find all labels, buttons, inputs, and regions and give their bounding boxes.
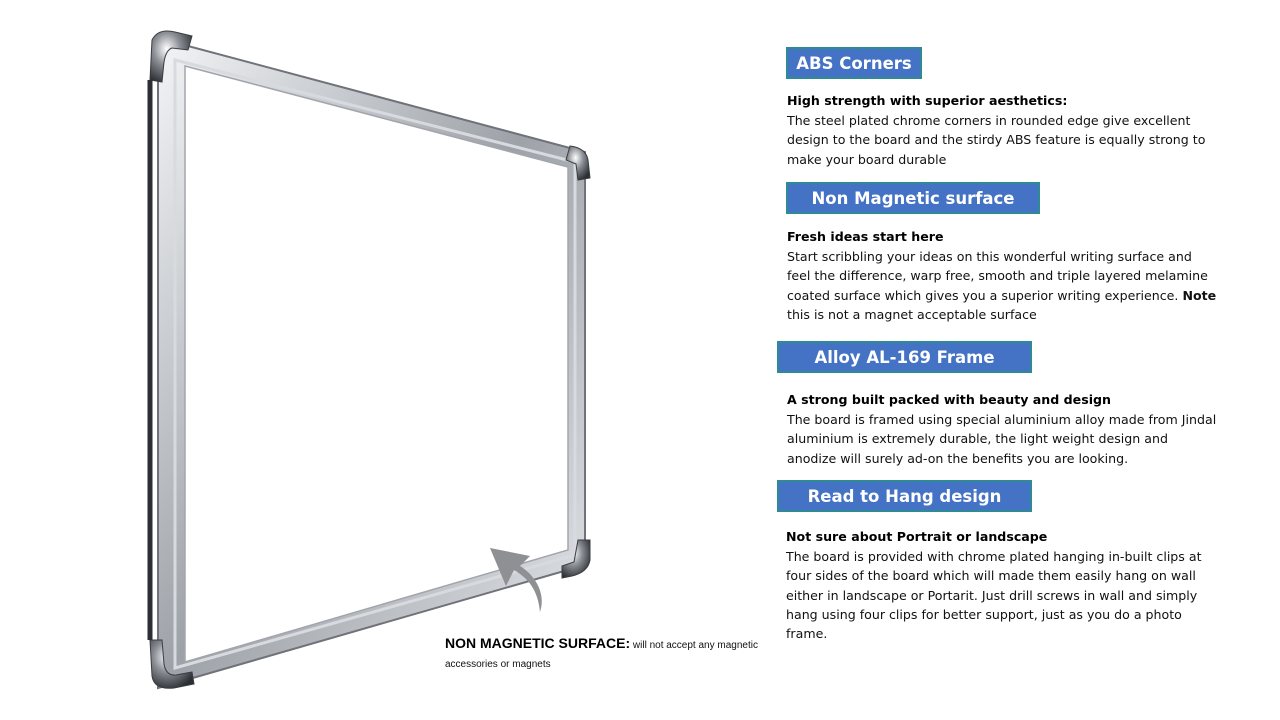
caption-text: will not accept any magnetic accessories or magnets <box>445 640 758 671</box>
badge-non-magnetic-surface: Non Magnetic surface <box>786 182 1040 214</box>
surface-caption <box>445 633 765 671</box>
hang-design-text: The board is provided with chrome plated hanging in-built clips at four sides of the board which will made them easily hang on wall either in landscape or Portarit. Just drill screws in wall and simply hang using four clips for better support, just as you do a photo frame. <box>786 549 1202 642</box>
badge-abs-corners: ABS Corners <box>786 47 922 79</box>
alloy-frame-text: The board is framed using special aluminium alloy made from Jindal aluminium is extremely durable, the light weight design and anodize will surely ad-on the benefits you are looking. <box>787 412 1217 466</box>
non-magnetic-heading: Fresh ideas start here <box>787 229 944 244</box>
hang-design-heading: Not sure about Portrait or landscape <box>786 529 1048 544</box>
abs-corners-heading: High strength with superior aesthetics: <box>787 93 1068 108</box>
abs-corners-text: The steel plated chrome corners in rounded edge give excellent design to the board and the stirdy ABS feature is equally strong to make your board durable <box>787 113 1206 167</box>
caption-title: NON MAGNETIC SURFACE: <box>445 635 631 651</box>
non-magnetic-text: Start scribbling your ideas on this wonderful writing surface and feel the difference, warp free, smooth and triple layered melamine coated surface which gives you a superior writing experience. Note this is not a magnet acceptable surface <box>787 249 1217 322</box>
badge-ready-to-hang: Read to Hang design <box>777 480 1032 512</box>
alloy-frame-heading: A strong built packed with beauty and design <box>787 392 1112 407</box>
badge-alloy-frame: Alloy AL-169 Frame <box>777 341 1032 373</box>
